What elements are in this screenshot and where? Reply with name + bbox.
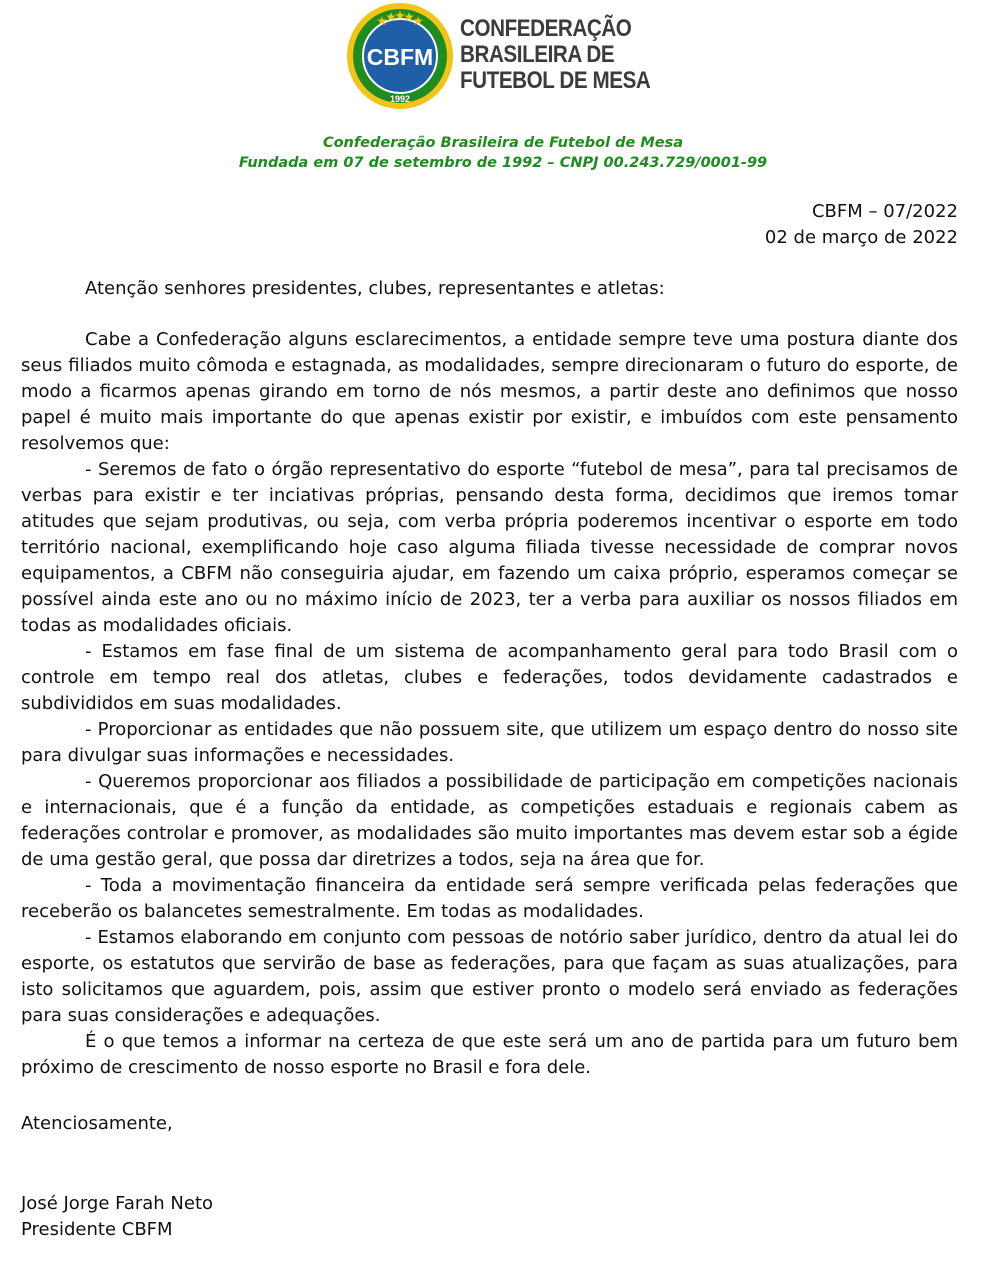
logo-year: 1992: [389, 94, 411, 104]
letter-body: [21, 327, 958, 1081]
paragraph-intro: Cabe a Confederação alguns esclarecimentos, a entidade sempre teve uma postura diante dos seus filiados muito cômoda e estagnada, as modalidades, sempre direcionaram o futuro do esporte, de modo a ficarmos apenas girando em torno de nós mesmos, a partir deste ano definimos que nosso papel é muito mais importante do que apenas existir por existir, e imbuídos com este pensamento resolvemos que:: [21, 329, 958, 454]
signature-name: José Jorge Farah Neto: [21, 1193, 214, 1214]
paragraph-item: - Queremos proporcionar aos filiados a possibilidade de participação em competições nacionais e internacionais, que é a função da entidade, as competições estaduais e regionais cabem as federações controlar e promover, as modalidades são muito importantes mas devem estar sob a égide de uma gestão geral, que possa dar diretrizes a todos, seja na área que for.: [21, 771, 958, 870]
paragraph-item: - Toda a movimentação financeira da entidade será sempre verificada pelas federações que receberão os balancetes semestralmente. Em todas as modalidades.: [21, 875, 958, 922]
paragraph-conclusion: É o que temos a informar na certeza de que este será um ano de partida para um futuro bem próximo de crescimento de nosso esporte no Brasil e fora dele.: [21, 1031, 958, 1078]
greeting: Atenção senhores presidentes, clubes, representantes e atletas:: [85, 278, 665, 299]
cbfm-emblem-icon: [346, 2, 454, 110]
paragraph-item: - Proporcionar as entidades que não possuem site, que utilizem um espaço dentro do nosso site para divulgar suas informações e necessidades.: [21, 719, 958, 766]
logo-line-2: BRASILEIRA DE: [460, 41, 615, 68]
signature-title: Presidente CBFM: [21, 1219, 173, 1240]
logo-line-3: FUTEBOL DE MESA: [460, 67, 651, 94]
logo-line-1: CONFEDERAÇÃO: [460, 15, 632, 42]
organization-founded: Fundada em 07 de setembro de 1992 – CNPJ 00.243.729/0001-99: [238, 155, 768, 171]
paragraph-item: - Estamos em fase final de um sistema de acompanhamento geral para todo Brasil com o controle em tempo real dos atletas, clubes e federações, todos devidamente cadastrados e subdivididos em suas modalidades.: [21, 641, 958, 714]
document-date: 02 de março de 2022: [764, 227, 958, 248]
paragraph-item: - Estamos elaborando em conjunto com pessoas de notório saber jurídico, dentro da atual lei do esporte, os estatutos que servirão de base as federações, para que façam as suas atualizações, para isto solicitamos que aguardem, pois, assim que estiver pronto o modelo será enviado as federações para suas considerações e adequações.: [21, 927, 958, 1026]
logo-emblem-text: CBFM: [366, 44, 434, 70]
organization-name: Confederação Brasileira de Futebol de Mesa: [322, 135, 684, 151]
document-code: CBFM – 07/2022: [811, 201, 958, 222]
closing: Atenciosamente,: [21, 1113, 173, 1134]
logo-wordmark: [460, 15, 651, 94]
cbfm-logo: [346, 2, 651, 110]
paragraph-item: - Seremos de fato o órgão representativo do esporte “futebol de mesa”, para tal precisamos de verbas para existir e ter inciativas próprias, pensando desta forma, decidimos que iremos tomar atitudes que sejam produtivas, ou seja, com verba própria poderemos incentivar o esporte em todo território nacional, exemplificando hoje caso alguma filiada tivesse necessidade de comprar novos equipamentos, a CBFM não conseguiria ajudar, em fazendo um caixa próprio, esperamos começar se possível ainda este ano ou no máximo início de 2023, ter a verba para auxiliar os nossos filiados em todas as modalidades oficiais.: [21, 459, 958, 636]
